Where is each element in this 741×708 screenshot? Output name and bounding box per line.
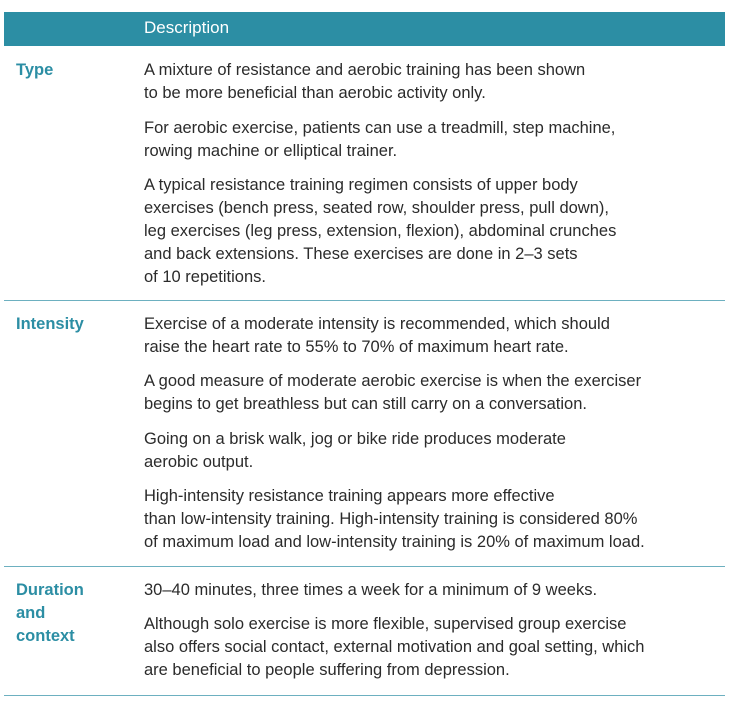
paragraph: A good measure of moderate aerobic exercise is when the exerciser begins to get breathless but can still carry on a conversation. [144,372,642,413]
row-label-type: Type [16,61,54,79]
paragraph: High-intensity resistance training appears more effective than low-intensity training. High-intensity training is considered 80% of maximum load and low-intensity training is 20% of maximum load. [144,487,645,551]
paragraph: Although solo exercise is more flexible, supervised group exercise also offers social contact, external motivation and goal setting, which are beneficial to people suffering from depression. [144,615,645,679]
row-label-duration-context: Duration and context [16,581,84,645]
row-label-intensity: Intensity [16,315,84,333]
paragraph: A mixture of resistance and aerobic training has been shown to be more beneficial than aerobic activity only. [144,61,586,102]
description-column-header: Description [144,18,230,37]
table-header [4,12,725,46]
paragraph: For aerobic exercise, patients can use a treadmill, step machine, rowing machine or elliptical trainer. [144,119,616,160]
table-row-duration [4,567,725,696]
paragraph: 30–40 minutes, three times a week for a minimum of 9 weeks. [144,581,598,599]
paragraph: Going on a brisk walk, jog or bike ride produces moderate aerobic output. [144,430,566,471]
paragraph: A typical resistance training regimen consists of upper body exercises (bench press, seated row, shoulder press, pull down), leg exercises (leg press, extension, flexion), abdominal crunches and back extensions. These exercises are done in 2–3 sets of 10 repetitions. [144,176,617,286]
paragraph: Exercise of a moderate intensity is recommended, which should raise the heart rate to 55% to 70% of maximum heart rate. [144,315,610,356]
table-row-intensity [4,301,725,567]
exercise-table [4,12,725,696]
table-row-type [4,46,725,301]
